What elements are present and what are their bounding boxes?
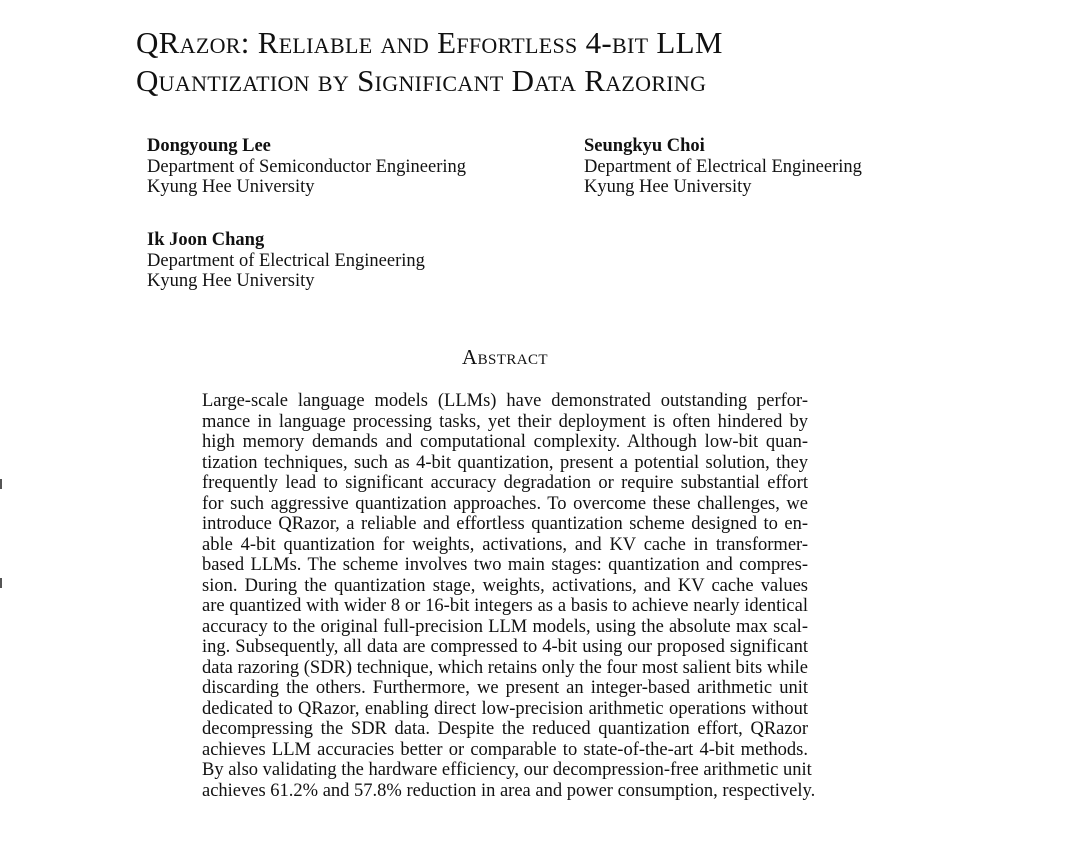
- abstract-line: decompressing the SDR data. Despite the reduced quantization effort, QRazor: [202, 719, 808, 739]
- author-block-1: [147, 136, 466, 198]
- abstract-line: dedicated to QRazor, enabling direct low-precision arithmetic operations without: [202, 698, 808, 719]
- author-block-2: [584, 136, 862, 198]
- abstract-line: ing. Subsequently, all data are compressed to 4-bit using our proposed significant: [202, 637, 808, 657]
- author-university: Kyung Hee University: [147, 271, 315, 291]
- abstract-line: based LLMs. The scheme involves two main stages: quantization and compres-: [202, 555, 808, 575]
- abstract-line: data razoring (SDR) technique, which retains only the four most salient bits while: [202, 657, 808, 678]
- author-department: Department of Electrical Engineering: [147, 250, 425, 271]
- abstract-line: achieves 61.2% and 57.8% reduction in area and power consumption, respectively.: [202, 780, 816, 801]
- author-department: Department of Semiconductor Engineering: [147, 156, 467, 177]
- abstract-line: frequently lead to significant accuracy degradation or require substantial effort: [202, 473, 808, 493]
- abstract-line: able 4-bit quantization for weights, activations, and KV cache in transformer-: [202, 534, 808, 555]
- author-department: Department of Electrical Engineering: [584, 156, 862, 177]
- author-name: Seungkyu Choi: [584, 136, 705, 156]
- abstract-line: high memory demands and computational complexity. Although low-bit quan-: [202, 432, 808, 452]
- paper-title-line-2: Quantization by Significant Data Razoring: [136, 63, 707, 98]
- abstract-line: discarding the others. Furthermore, we present an integer-based arithmetic unit: [202, 678, 808, 698]
- margin-tick-mark: [0, 479, 2, 489]
- abstract-line: By also validating the hardware efficiency, our decompression-free arithmetic unit: [202, 760, 812, 780]
- paper-title-line-1: QRazor: Reliable and Effortless 4-bit LLM: [136, 25, 723, 60]
- abstract-heading: Abstract: [462, 345, 548, 369]
- abstract-line: Large-scale language models (LLMs) have demonstrated outstanding perfor-: [202, 391, 808, 411]
- author-university: Kyung Hee University: [147, 177, 315, 197]
- abstract-line: tization techniques, such as 4-bit quantization, present a potential solution, they: [202, 452, 808, 473]
- abstract-line: for such aggressive quantization approaches. To overcome these challenges, we: [202, 493, 808, 514]
- paper-title: [136, 24, 1036, 100]
- margin-tick-mark: [0, 578, 2, 588]
- abstract-line: mance in language processing tasks, yet their deployment is often hindered by: [202, 411, 808, 432]
- author-block-3: [147, 230, 425, 292]
- abstract-line: sion. During the quantization stage, weights, activations, and KV cache values: [202, 575, 808, 596]
- abstract-line: achieves LLM accuracies better or comparable to state-of-the-art 4-bit methods.: [202, 739, 808, 760]
- abstract-line: are quantized with wider 8 or 16-bit integers as a basis to achieve nearly identical: [202, 596, 808, 616]
- author-name: Dongyoung Lee: [147, 136, 271, 156]
- author-name: Ik Joon Chang: [147, 230, 265, 250]
- abstract-line: introduce QRazor, a reliable and effortless quantization scheme designed to en-: [202, 514, 808, 534]
- abstract-line: accuracy to the original full-precision LLM models, using the absolute max scal-: [202, 616, 808, 637]
- abstract-body: [202, 391, 816, 801]
- author-university: Kyung Hee University: [584, 177, 752, 197]
